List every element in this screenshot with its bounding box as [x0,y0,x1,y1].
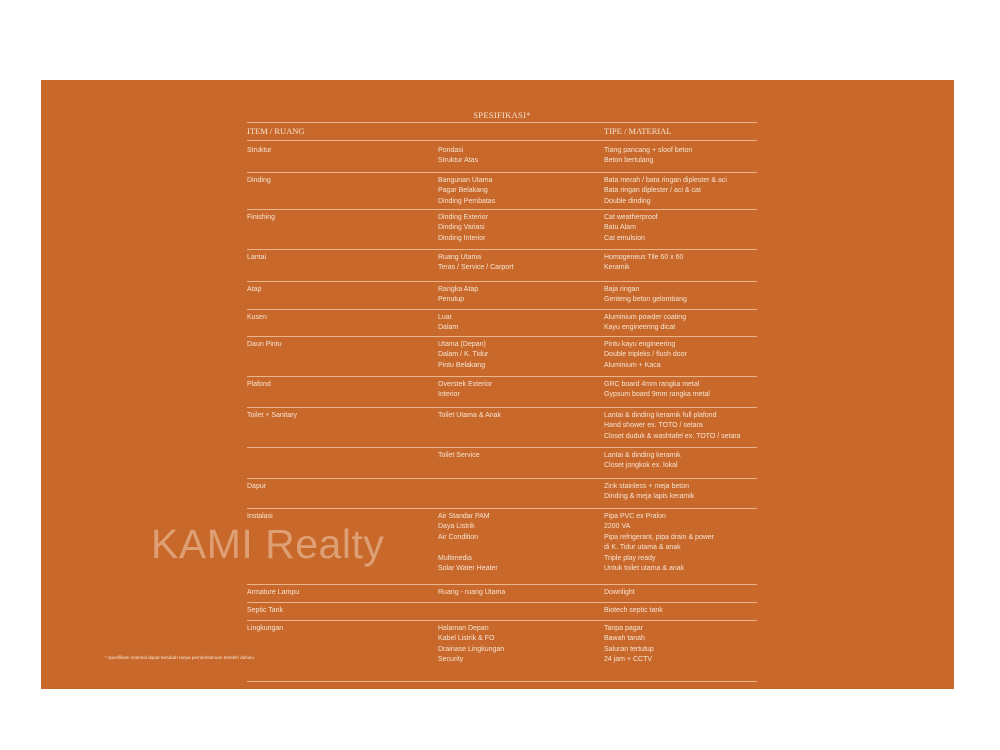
part-line: Halaman Depan [438,625,489,632]
part-list [438,253,513,274]
watermark: KAMI Realty [151,521,385,567]
item-label: Dinding [247,177,271,184]
part-line: Dinding Interior [438,234,486,242]
part-line: Kabel Listrik & FO [438,635,495,643]
material-list [604,482,694,503]
material-list [604,451,681,472]
part-list [438,340,488,371]
header-item: ITEM / RUANG [247,126,305,136]
material-line: 24 jam + CCTV [604,656,653,664]
material-line: 2200 VA [604,523,631,531]
table-row [247,173,757,210]
material-line: Biotech septic tank [604,607,663,614]
item-label: Daun Pintu [247,341,282,348]
material-line: Hand shower ex. TOTO / setara [604,422,703,430]
item-label: Lingkungan [247,625,284,632]
material-list [604,176,727,207]
part-line: Rangka Atap [438,286,479,293]
part-list [438,146,478,167]
table-row [247,250,757,282]
part-line: Daya Listrik [438,523,475,531]
item-label: Atap [247,286,262,293]
table-row [247,603,757,621]
table-header [247,122,757,141]
part-line: Overstek Exterior [438,381,493,388]
spec-table [247,143,757,682]
part-line: Solar Water Heater [438,565,498,573]
material-list [604,213,658,244]
header-type: TIPE / MATERIAL [604,126,672,136]
table-row [247,621,757,682]
material-line: Homogeneus Tile 60 x 60 [604,254,684,261]
part-line: Ruang Utama [438,254,482,261]
item-label: Plafond [247,381,271,388]
part-line: Dalam / K. Tidur [438,351,489,359]
table-row [247,143,757,173]
material-line: Double dinding [604,197,651,205]
material-line: Cat emulsion [604,234,645,242]
material-line: Closet jongkok ex. lokal [604,462,678,470]
item-label: Septic Tank [247,607,284,614]
material-list [604,624,654,666]
part-line: Toilet Service [438,452,480,459]
part-line [438,543,498,553]
material-line: Beton bertulang [604,157,654,165]
part-list [438,176,495,207]
material-line: Genteng beton gelombang [604,296,687,304]
part-list [438,624,504,666]
material-line: Aluminium + Kaca [604,361,661,369]
part-list [438,380,492,401]
part-line: Multimedia [438,554,472,562]
material-line: Pintu kayu engineering [604,341,676,348]
material-line: Double tripleks / flush door [604,351,687,359]
part-line: Security [438,656,464,664]
material-line: Cat weatherproof [604,214,658,221]
part-line: Penutup [438,296,465,304]
part-line: Struktur Atas [438,157,479,165]
part-line: Teras / Service / Carport [438,264,514,272]
material-line: Bata merah / bata ringan diplester & aci [604,177,727,184]
material-line: Triple play ready [604,554,656,562]
material-line: Tanpa pagar [604,625,643,632]
material-list [604,340,687,371]
material-line: Pipa PVC ex Pralon [604,513,666,520]
part-line: Bangunan Utama [438,177,493,184]
part-line: Dinding Pembatas [438,197,496,205]
item-label: Armature Lampu [247,589,300,596]
material-line: Aluminium powder coating [604,314,687,321]
table-row [247,310,757,337]
part-line: Pondasi [438,147,464,154]
item-label: Struktur [247,147,272,154]
table-row [247,479,757,509]
part-line: Luar [438,314,453,321]
material-line: Downlight [604,589,635,596]
material-line: Lantai & dinding keramik full plafond [604,412,717,419]
material-list [604,313,686,334]
material-line: Kayu engineering dicat [604,324,676,332]
part-list [438,512,498,574]
part-line: Utama (Depan) [438,341,486,348]
item-label: Instalasi [247,513,273,520]
part-list [438,213,488,244]
item-label: Kusen [247,314,267,321]
material-line: Baja ringan [604,286,640,293]
item-label: Lantai [247,254,267,261]
material-line: Untuk toilet utama & anak [604,565,685,573]
table-row [247,377,757,408]
material-line: Closet duduk & washtafel ex. TOTO / setara [604,432,741,440]
spec-title: SPESIFIKASI* [473,110,531,120]
part-list [438,411,501,421]
footnote: * spesifikasi material dapat berubah tanpa pemberitahuan terlebih dahulu [105,655,254,660]
material-line: Lantai & dinding keramik [604,452,681,459]
part-line: Dinding Exterior [438,214,488,221]
table-row [247,448,757,479]
part-line: Dinding Variasi [438,224,485,232]
item-label: Toilet + Sanitary [247,412,297,419]
material-list [604,285,687,306]
part-list [438,451,480,461]
part-line: Drainase Lingkungan [438,645,505,653]
material-line: Dinding & meja lapis keramik [604,493,695,501]
material-line: Bata ringan diplester / aci & cat [604,187,701,195]
material-line: Saluran tertutup [604,645,654,653]
part-line: Pintu Belakang [438,361,486,369]
spec-panel [41,80,954,689]
part-list [438,285,478,306]
material-line: Bawah tanah [604,635,645,643]
part-line: Toilet Utama & Anak [438,412,502,419]
material-list [604,606,663,616]
material-line: Zink stainless + meja beton [604,483,690,490]
part-line: Air Standar PAM [438,513,490,520]
part-line: Dalam [438,324,459,332]
part-list [438,313,458,334]
table-row [247,408,757,448]
material-line: Pipa refrigerant, pipa drain & power [604,533,715,541]
material-list [604,512,714,574]
table-row [247,210,757,250]
material-list [604,380,710,401]
material-line: GRC board 4mm rangka metal [604,381,700,388]
item-label: Finishing [247,214,276,221]
item-label: Dapur [247,483,267,490]
part-line: Interior [438,391,460,399]
spec-sheet [247,108,757,682]
material-list [604,253,683,274]
material-list [604,588,635,598]
part-line: Ruang - ruang Utama [438,589,506,596]
material-line: Keramik [604,264,630,272]
part-line: Pagar Belakang [438,187,488,195]
table-row [247,585,757,603]
part-line: Air Condition [438,533,479,541]
part-list [438,588,505,598]
material-list [604,146,692,167]
table-row [247,282,757,310]
material-line: Batu Alam [604,224,636,232]
material-list [604,411,741,442]
material-line: Gypsum board 9mm rangka metal [604,391,710,399]
material-line: Tiang pancang + sloof beton [604,147,693,154]
material-line: di K. Tidur utama & anak [604,544,681,552]
table-row [247,337,757,377]
